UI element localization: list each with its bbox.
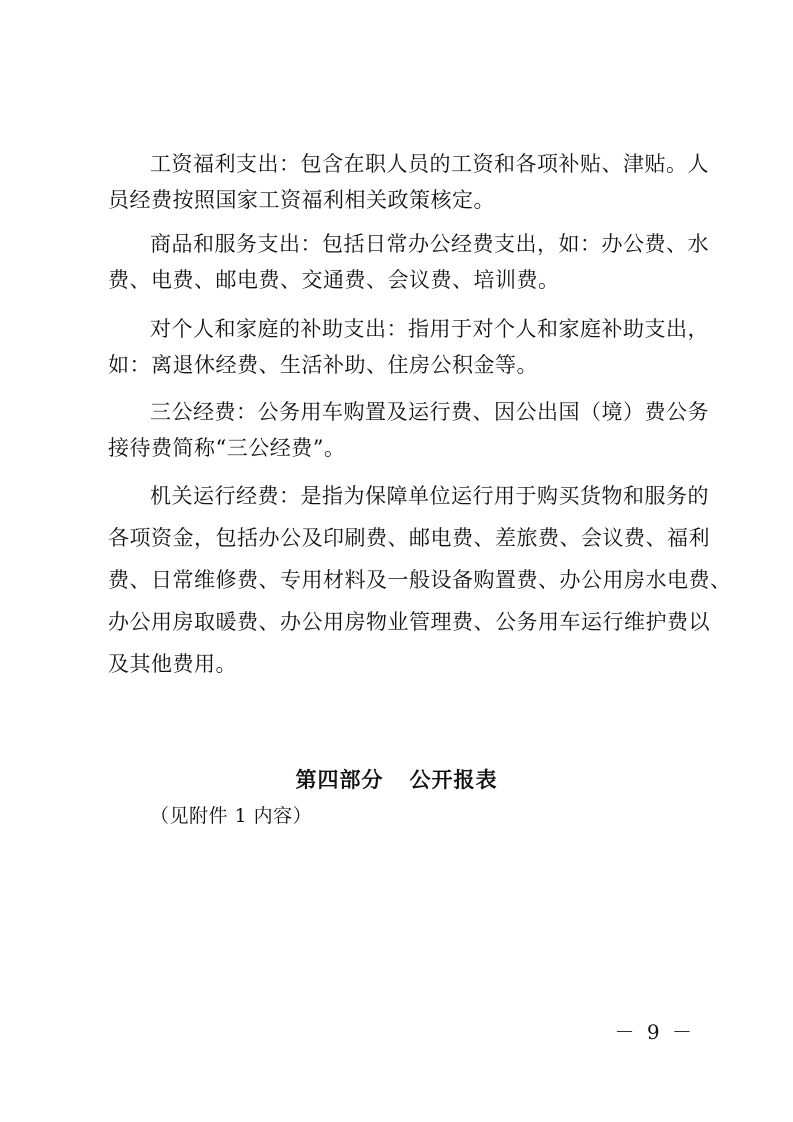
paragraph-line: 费、日常维修费、专用材料及一般设备购置费、办公用房水电费、 [108, 568, 732, 592]
paragraph-line: 及其他费用。 [108, 652, 237, 676]
paragraph-line: 商品和服务支出：包括日常办公经费支出，如：办公费、水 [150, 232, 709, 256]
paragraph-line: 费、电费、邮电费、交通费、会议费、培训费。 [108, 268, 560, 292]
paragraph-line: 接待费简称“三公经费”。 [108, 436, 346, 460]
section-title: 公开报表 [409, 768, 498, 792]
paragraph-line: 各项资金，包括办公及印刷费、邮电费、差旅费、会议费、福利 [108, 526, 710, 550]
paragraph-line: 对个人和家庭的补助支出：指用于对个人和家庭补助支出， [150, 317, 709, 341]
section-part-label: 第四部分 [295, 768, 384, 792]
paragraph-household-subsidy [108, 311, 709, 383]
paragraph-goods-services [108, 226, 709, 298]
paragraph-line: 工资福利支出：包含在职人员的工资和各项补贴、津贴。人 [150, 152, 709, 176]
paragraph-salary-welfare [108, 146, 709, 218]
paragraph-operating-expenses [108, 478, 732, 682]
paragraph-line: 办公用房取暖费、办公用房物业管理费、公务用车运行维护费以 [108, 610, 710, 634]
attachment-note: （见附件 1 内容） [150, 805, 313, 827]
paragraph-three-public-expenses [108, 394, 709, 466]
paragraph-line: 员经费按照国家工资福利相关政策核定。 [108, 188, 495, 212]
paragraph-line: 如：离退休经费、生活补助、住房公积金等。 [108, 353, 538, 377]
paragraph-line: 机关运行经费：是指为保障单位运行用于购买货物和服务的 [150, 484, 709, 508]
section-heading [0, 764, 793, 794]
paragraph-line: 三公经费：公务用车购置及运行费、因公出国（境）费公务 [150, 400, 709, 424]
page-number: － 9 － [614, 1020, 695, 1044]
